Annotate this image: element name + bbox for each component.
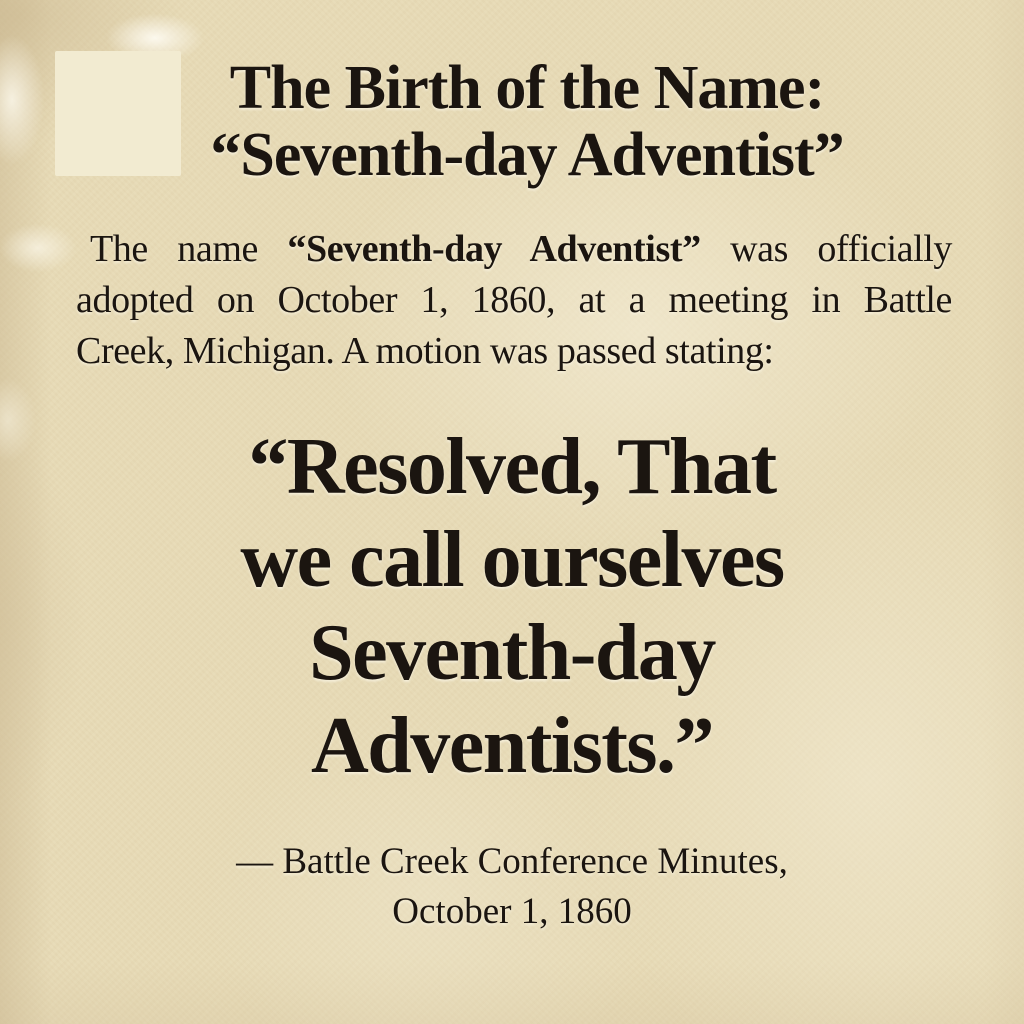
intro-line-1-after: was officially [700,228,952,270]
page-title [30,55,1024,189]
quote-line-2: we call ourselves [240,516,784,604]
quote-line-3: Seventh-day [309,609,715,697]
intro-line-1-before: The name [90,228,288,270]
intro-line-1 [76,224,952,275]
intro-line-1-emphasis: “Seventh-day Adventist” [287,228,701,270]
title-line-2: “Seventh-day Adventist” [210,121,844,189]
title-line-1: The Birth of the Name: [229,54,825,122]
quote-line-1: “Resolved, That [248,423,776,511]
quote-text [0,421,1024,793]
intro-line-2: adopted on October 1, 1860, at a meeting in Battle [76,279,952,321]
attribution-line-2: October 1, 1860 [392,891,632,932]
attribution [0,837,1024,937]
intro-paragraph [76,224,952,377]
attribution-line-1: — Battle Creek Conference Minutes, [236,841,788,882]
quote-line-4: Adventists.” [310,702,714,790]
intro-line-3: Creek, Michigan. A motion was passed stating: [76,330,774,372]
